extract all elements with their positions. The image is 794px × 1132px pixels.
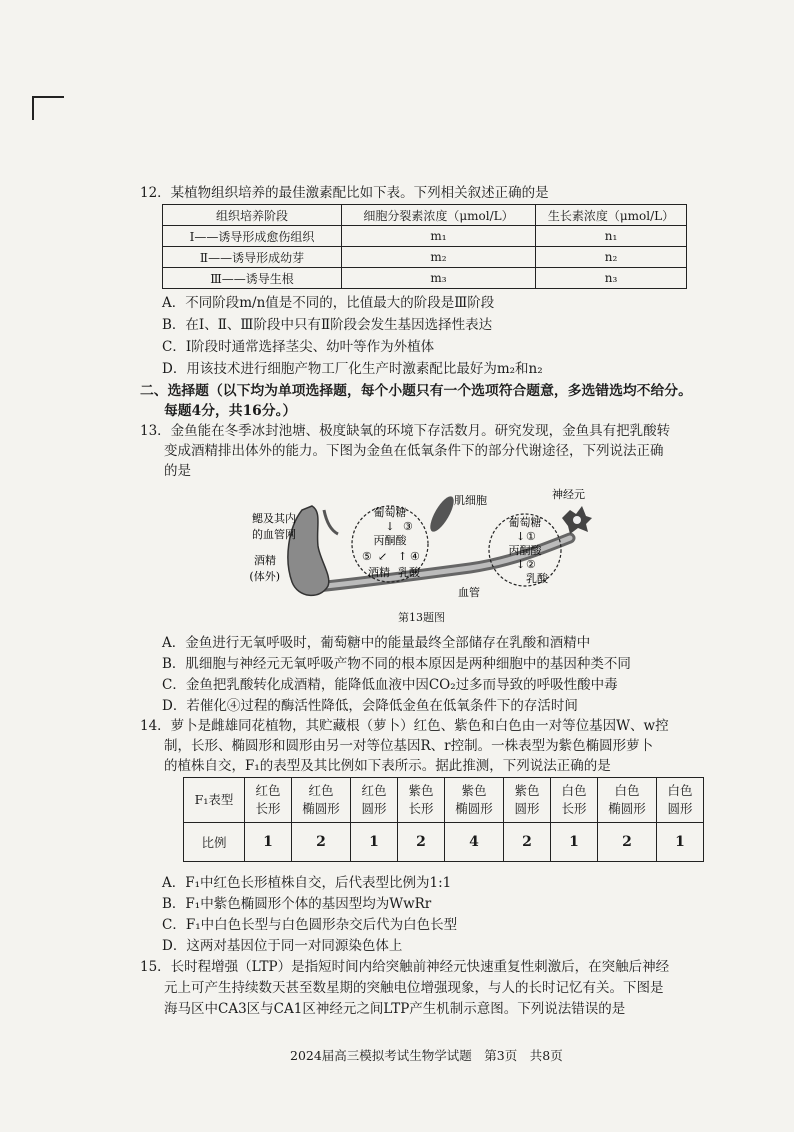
q14-option-b: B．F₁中紫色椭圆形个体的基因型均为WwRr	[162, 896, 432, 912]
lactate-right: 乳酸	[526, 572, 548, 585]
phenotype-color: 白色	[614, 783, 640, 798]
q13-option-a: A．金鱼进行无氧呼吸时，葡萄糖中的能量最终全部储存在乳酸和酒精中	[162, 635, 591, 651]
ratio-cell: 1	[351, 823, 398, 862]
q14-stem-1: 14．萝卜是雌雄同花植物，其贮藏根（萝卜）红色、紫色和白色由一对等位基因W、w控	[140, 718, 669, 734]
q13-stem-3: 的是	[164, 463, 191, 479]
step3-label: ③	[403, 520, 413, 533]
table-cell: n₂	[536, 247, 687, 268]
q13-option-d: D．若催化④过程的酶活性降低，会降低金鱼在低氧条件下的存活时间	[162, 698, 578, 714]
step5-label: ⑤	[362, 550, 372, 563]
phenotype-shape: 椭圆形	[302, 801, 340, 816]
ratio-cell: 2	[504, 823, 551, 862]
table-header: 细胞分裂素浓度（μmol/L）	[342, 205, 536, 226]
ratio-row	[184, 823, 704, 862]
page-footer: 2024届高三模拟考试生物学试题 第3页 共8页	[290, 1048, 563, 1063]
section-heading: 二、选择题（以下均为单项选择题，每个小题只有一个选项符合题意，多选错选均不给分。	[140, 383, 692, 399]
q12-option-d: D．用该技术进行细胞产物工厂化生产时激素配比最好为m₂和n₂	[162, 361, 543, 377]
arrow-step5: ↙	[378, 550, 388, 563]
ratio-cell: 2	[292, 823, 351, 862]
phenotype-cell	[504, 778, 551, 823]
phenotype-color: 紫色	[514, 783, 540, 798]
table-cell: m₂	[342, 247, 536, 268]
section-heading-cont: 每题4分，共16分。）	[164, 403, 297, 419]
vessel-label: 血管	[458, 586, 480, 599]
q14-option-c: C．F₁中白色长型与白色圆形杂交后代为白色长型	[162, 917, 458, 933]
table-row	[163, 226, 687, 247]
q14-stem-2: 制，长形、椭圆形和圆形由另一对等位基因R、r控制。一株表型为紫色椭圆形萝卜	[164, 738, 654, 754]
muscle-cell-label: 肌细胞	[454, 494, 487, 507]
q13-option-c: C．金鱼把乳酸转化成酒精，能降低血液中因CO₂过多而导致的呼吸性酸中毒	[162, 677, 618, 693]
q12-stem: 12．某植物组织培养的最佳激素配比如下表。下列相关叙述正确的是	[140, 185, 549, 201]
table-cell: m₃	[342, 268, 536, 289]
alcohol-inside: 酒精	[368, 566, 390, 579]
q13-figure-caption: 第13题图	[398, 611, 445, 624]
phenotype-row	[184, 778, 704, 823]
phenotype-color: 白色	[667, 783, 693, 798]
phenotype-cell	[292, 778, 351, 823]
q12-option-b: B．在Ⅰ、Ⅱ、Ⅲ阶段中只有Ⅱ阶段会发生基因选择性表达	[162, 317, 493, 333]
table-cell: n₃	[536, 268, 687, 289]
phenotype-shape: 长形	[561, 801, 587, 816]
phenotype-cell	[657, 778, 704, 823]
neuron-label: 神经元	[552, 488, 585, 501]
gill-label: 的血管网	[252, 528, 296, 541]
table-header: 生长素浓度（μmol/L）	[536, 205, 687, 226]
phenotype-color: 红色	[361, 783, 387, 798]
q13-figure	[240, 488, 600, 626]
ratio-cell: 1	[657, 823, 704, 862]
phenotype-color: 紫色	[461, 783, 487, 798]
lactate-left: 乳酸	[398, 566, 420, 579]
q12-table	[162, 204, 687, 289]
phenotype-shape: 圆形	[361, 801, 387, 816]
phenotype-shape: 椭圆形	[455, 801, 493, 816]
ratio-cell: 1	[551, 823, 598, 862]
table-cell: n₁	[536, 226, 687, 247]
q12-option-c: C．Ⅰ阶段时通常选择茎尖、幼叶等作为外植体	[162, 339, 435, 355]
phenotype-shape: 长形	[255, 801, 281, 816]
phenotype-shape: 圆形	[667, 801, 693, 816]
q14-stem-3: 的植株自交，F₁的表型及其比例如下表所示。据此推测，下列说法正确的是	[164, 758, 611, 774]
table-row	[163, 247, 687, 268]
q14-table	[183, 777, 704, 862]
phenotype-shape: 圆形	[514, 801, 540, 816]
arrow-step4: ↑	[398, 550, 408, 563]
glucose-right: 葡萄糖	[508, 516, 542, 529]
ratio-cell: 2	[598, 823, 657, 862]
ratio-label: 比例	[184, 823, 245, 862]
phenotype-color: 紫色	[408, 783, 434, 798]
q13-stem-1: 13．金鱼能在冬季冰封池塘、极度缺氧的环境下存活数月。研究发现，金鱼具有把乳酸转	[140, 423, 671, 439]
phenotype-shape: 长形	[408, 801, 434, 816]
phenotype-cell	[551, 778, 598, 823]
table-cell: Ⅲ——诱导生根	[163, 268, 342, 289]
q14-option-d: D．这两对基因位于同一对同源染色体上	[162, 938, 403, 954]
pyruvate-left: 丙酮酸	[373, 534, 407, 547]
step4-label: ④	[410, 550, 420, 563]
corner-mark	[32, 96, 64, 120]
table-header: F₁表型	[184, 778, 245, 823]
gill-arch	[324, 510, 338, 534]
gill-label: 鳃及其内	[252, 512, 296, 525]
phenotype-color: 白色	[561, 783, 587, 798]
step1-label: ①	[526, 530, 536, 543]
ratio-cell: 1	[245, 823, 292, 862]
alcohol-label: 酒精	[254, 554, 276, 567]
phenotype-shape: 椭圆形	[608, 801, 646, 816]
arrow-step3: ↓	[385, 520, 395, 533]
phenotype-cell	[398, 778, 445, 823]
table-header: 组织培养阶段	[163, 205, 342, 226]
table-cell: Ⅰ——诱导形成愈伤组织	[163, 226, 342, 247]
table-cell: Ⅱ——诱导形成幼芽	[163, 247, 342, 268]
phenotype-cell	[351, 778, 398, 823]
phenotype-cell	[445, 778, 504, 823]
glucose-left: 葡萄糖	[373, 506, 407, 519]
table-cell: m₁	[342, 226, 536, 247]
pyruvate-right: 丙酮酸	[508, 544, 542, 557]
q12-option-a: A．不同阶段m/n值是不同的，比值最大的阶段是Ⅲ阶段	[162, 295, 495, 311]
step2-label: ②	[526, 558, 536, 571]
table-row	[163, 268, 687, 289]
ratio-cell: 4	[445, 823, 504, 862]
ratio-cell: 2	[398, 823, 445, 862]
q15-stem-2: 元上可产生持续数天甚至数星期的突触电位增强现象，与人的长时记忆有关。下图是	[164, 980, 664, 996]
phenotype-cell	[245, 778, 292, 823]
arrow-step2: ↓	[516, 558, 526, 571]
q15-stem-1: 15．长时程增强（LTP）是指短时间内给突触前神经元快速重复性刺激后，在突触后神经	[140, 959, 670, 975]
phenotype-cell	[598, 778, 657, 823]
q15-stem-3: 海马区中CA3区与CA1区神经元之间LTP产生机制示意图。下列说法错误的是	[164, 1001, 626, 1017]
q13-option-b: B．肌细胞与神经元无氧呼吸产物不同的根本原因是两种细胞中的基因种类不同	[162, 656, 631, 672]
phenotype-color: 红色	[255, 783, 281, 798]
outside-label: (体外)	[249, 570, 280, 583]
phenotype-color: 红色	[308, 783, 334, 798]
q13-stem-2: 变成酒精排出体外的能力。下图为金鱼在低氧条件下的部分代谢途径，下列说法正确	[164, 443, 664, 459]
table-header-row	[163, 205, 687, 226]
q14-option-a: A．F₁中红色长形植株自交，后代表型比例为1:1	[162, 875, 452, 891]
arrow-step1: ↓	[516, 530, 526, 543]
